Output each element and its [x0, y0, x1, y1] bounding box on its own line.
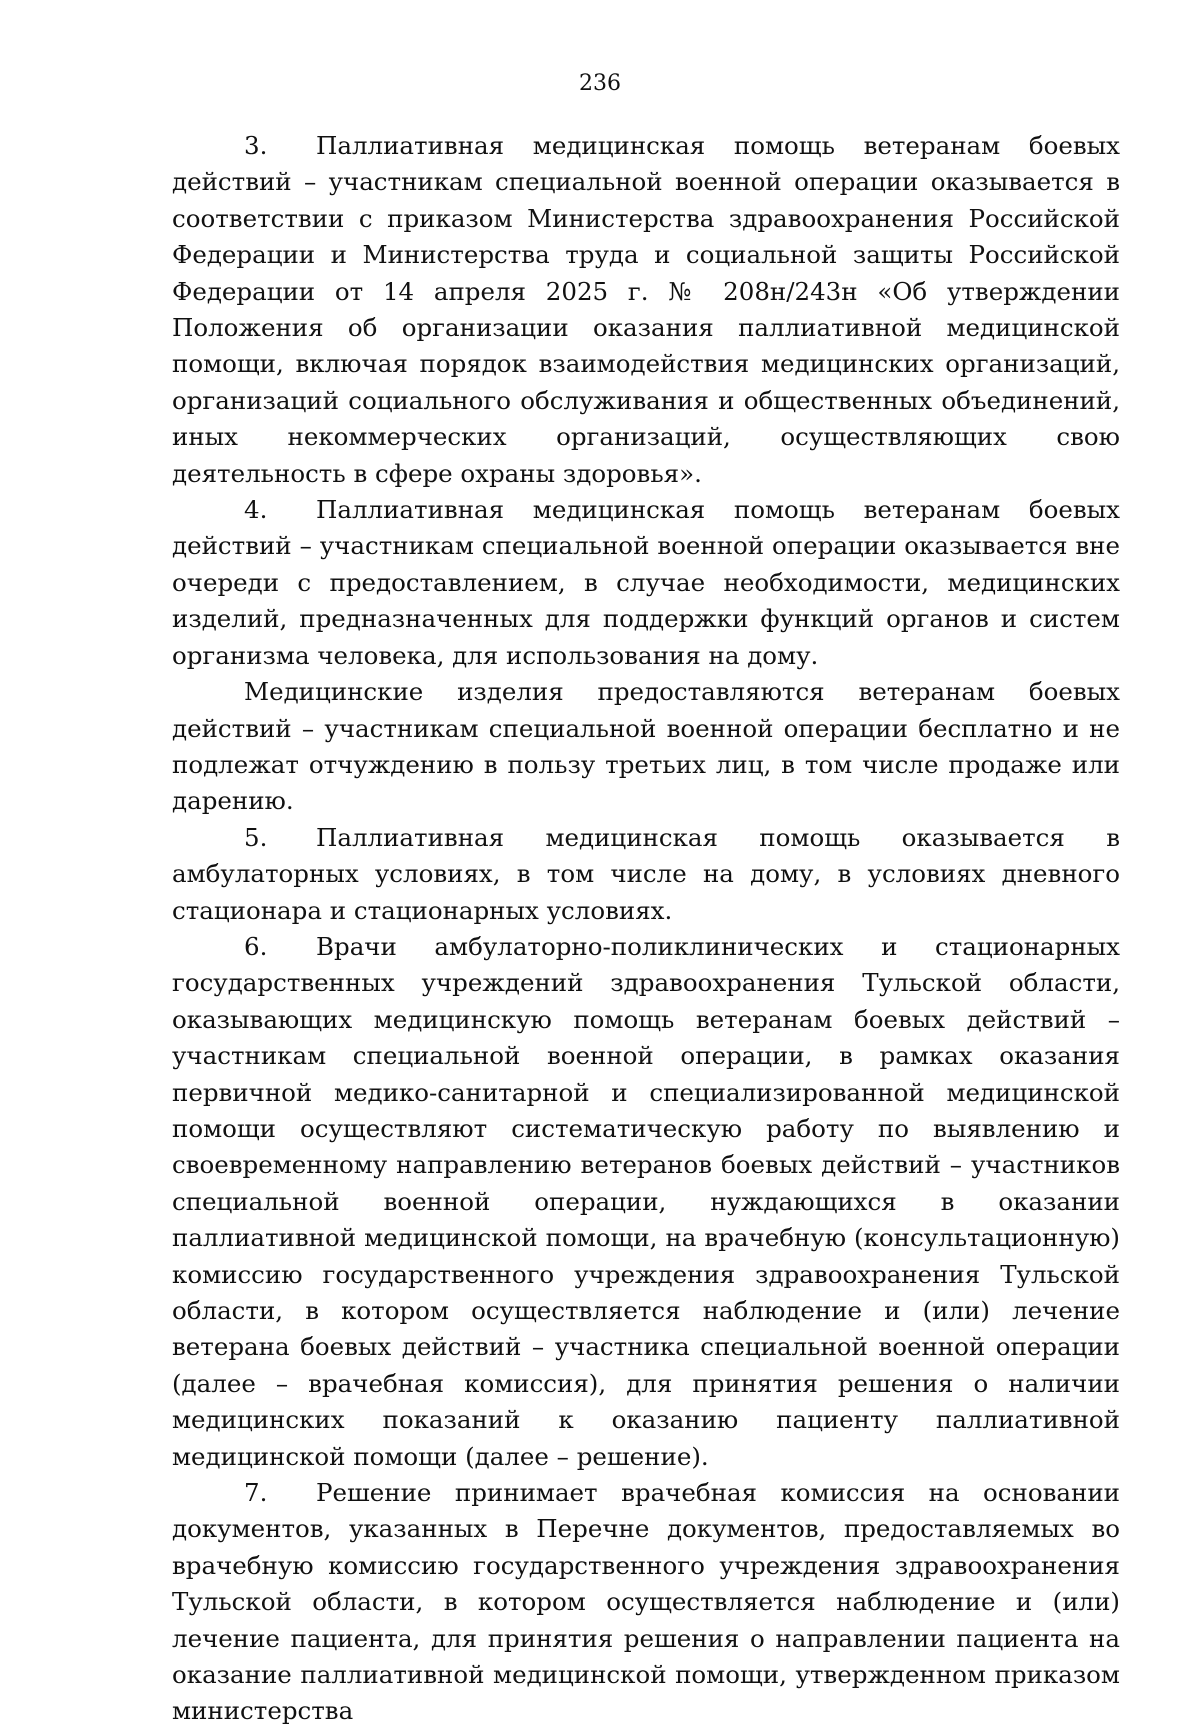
- paragraph-3: [172, 128, 1120, 492]
- paragraph-7: [172, 1475, 1120, 1730]
- item-number: 3.: [244, 131, 268, 160]
- paragraph-6: [172, 929, 1120, 1475]
- item-number: 6.: [244, 931, 268, 961]
- paragraph-text: Решение принимает врачебная комиссия на основании документов, указанных в Перечне документов, предоставляемых во врачебную комиссию государственного учреждения здравоохранения Тульской области, в котором осуществляется наблюдение и (или) лечение пациента, для принятия решения о направлении пациента на оказание паллиативной медицинской помощи, утвержденном приказом министерства: [172, 1478, 1120, 1726]
- paragraph-4: [172, 492, 1120, 674]
- paragraph-text: Паллиативная медицинская помощь ветеранам боевых действий – участникам специальной военной операции оказывается вне очереди с предоставлением, в случае необходимости, медицинских изделий, предназначенных для поддержки функций органов и систем организма человека, для использования на дому.: [172, 495, 1120, 670]
- paragraph-text: Паллиативная медицинская помощь оказывается в амбулаторных условиях, в том числе на дому, в условиях дневного стационара и стационарных условиях.: [172, 822, 1120, 925]
- page-number: 236: [579, 71, 621, 96]
- item-number: 4.: [244, 495, 268, 525]
- paragraph-text: Паллиативная медицинская помощь ветеранам боевых действий – участникам специальной военной операции оказывается в соответствии с приказом Министерства здравоохранения Российской Федерации и Министерства труда и социальной защиты Российской Федерации от 14 апреля 2025 г. № 208н/243н «Об утверждении Положения об организации оказания паллиативной медицинской помощи, включая порядок взаимодействия медицинских организаций, организаций социального обслуживания и общественных объединений, иных некоммерческих организаций, осуществляющих свою деятельность в сфере охраны здоровья».: [172, 131, 1120, 488]
- paragraph-text: Врачи амбулаторно-поликлинических и стационарных государственных учреждений здравоохранения Тульской области, оказывающих медицинскую помощь ветеранам боевых действий – участникам специальной военной операции, в рамках оказания первичной медико-санитарной и специализированной медицинской помощи осуществляют систематическую работу по выявлению и своевременному направлению ветеранов боевых действий – участников специальной военной операции, нуждающихся в оказании паллиативной медицинской помощи, на врачебную (консультационную) комиссию государственного учреждения здравоохранения Тульской области, в котором осуществляется наблюдение и (или) лечение ветерана боевых действий – участника специальной военной операции (далее – врачебная комиссия), для принятия решения о наличии медицинских показаний к оказанию пациенту паллиативной медицинской помощи (далее – решение).: [172, 931, 1120, 1471]
- item-number: 5.: [244, 822, 268, 852]
- paragraph-text: Медицинские изделия предоставляются ветеранам боевых действий – участникам специальной военной операции бесплатно и не подлежат отчуждению в пользу третьих лиц, в том числе продаже или дарению.: [172, 677, 1120, 816]
- document-body: [172, 128, 1120, 1730]
- paragraph-5: [172, 820, 1120, 929]
- paragraph-4-continued: [172, 674, 1120, 820]
- item-number: 7.: [244, 1478, 268, 1508]
